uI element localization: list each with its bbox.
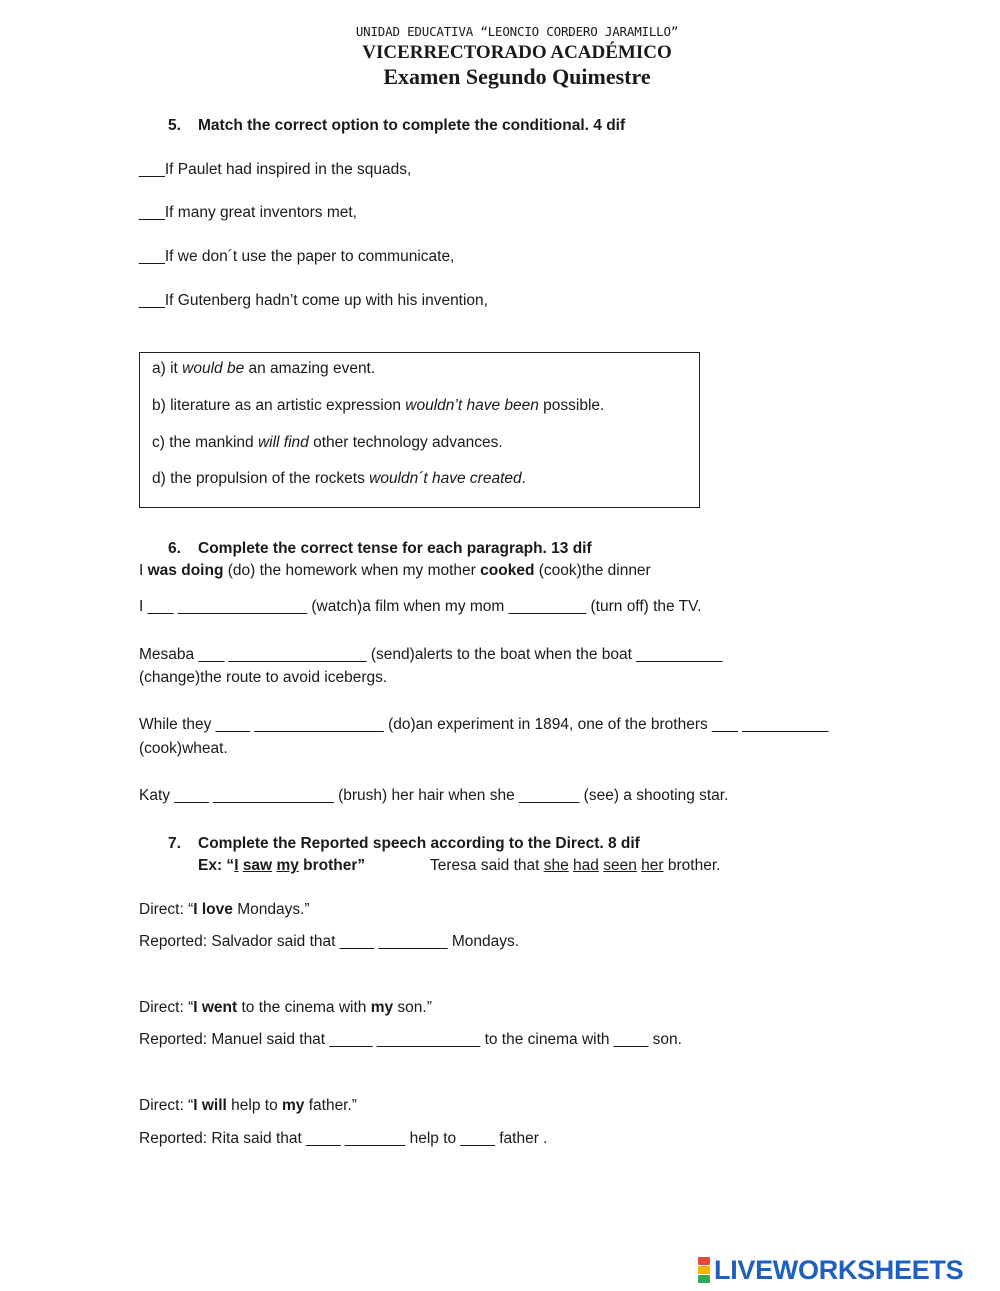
logo-block-yellow xyxy=(698,1266,710,1274)
q6-line-1[interactable]: I ___ _______________ (watch)a film when my mom _________ (turn off) the TV. xyxy=(139,598,702,615)
school-name: UNIDAD EDUCATIVA “LEONCIO CORDERO JARAMILLO” xyxy=(355,24,679,39)
q5-item-text: If Gutenberg hadn’t come up with his invention, xyxy=(164,292,488,309)
q5-heading xyxy=(168,117,625,135)
q7-example-direct: Ex: “I saw my brother” xyxy=(198,857,366,874)
q5-item-blank[interactable]: ___ xyxy=(139,161,165,178)
liveworksheets-logo xyxy=(698,1256,963,1284)
q5-option-d: d) the propulsion of the rockets wouldn´t have created. xyxy=(152,470,526,487)
q5-item-blank[interactable]: ___ xyxy=(139,204,165,221)
q5-item-text: If Paulet had inspired in the squads, xyxy=(164,161,412,178)
q6-example: I was doing (do) the homework when my mother cooked (cook)the dinner xyxy=(139,562,651,579)
q5-item-1 xyxy=(139,161,411,179)
q7-reported-2[interactable]: Reported: Manuel said that _____ ____________ to the cinema with ____ son. xyxy=(139,1031,682,1048)
q5-item-text: If many great inventors met, xyxy=(164,204,357,221)
q7-direct-2: Direct: “I went to the cinema with my son.” xyxy=(139,999,432,1016)
department-name: VICERRECTORADO ACADÉMICO xyxy=(362,42,672,63)
q5-item-blank[interactable]: ___ xyxy=(139,292,165,309)
logo-block-green xyxy=(698,1275,710,1283)
q5-item-blank[interactable]: ___ xyxy=(139,248,165,265)
q6-heading xyxy=(168,540,592,558)
q6-title: Complete the correct tense for each paragraph. 13 dif xyxy=(198,540,592,557)
q6-number: 6. xyxy=(168,540,181,557)
q5-option-a: a) it would be an amazing event. xyxy=(152,360,376,377)
exam-title: Examen Segundo Quimestre xyxy=(383,64,651,89)
q7-heading xyxy=(168,835,640,853)
q5-title: Match the correct option to complete the conditional. 4 dif xyxy=(198,117,626,134)
q5-item-4 xyxy=(139,292,488,310)
q7-reported-3[interactable]: Reported: Rita said that ____ _______ help to ____ father . xyxy=(139,1130,548,1147)
q6-line-4[interactable]: Katy ____ ______________ (brush) her hair when she _______ (see) a shooting star. xyxy=(139,787,729,804)
q6-line-2[interactable]: Mesaba ___ ________________ (send)alerts to the boat when the boat __________ xyxy=(139,646,723,663)
logo-text: LIVEWORKSHEETS xyxy=(714,1254,964,1285)
q5-options-box xyxy=(139,352,700,508)
q7-title: Complete the Reported speech according to the Direct. 8 dif xyxy=(198,835,640,852)
q7-example-reported: Teresa said that she had seen her brother. xyxy=(430,857,721,874)
q6-line-2-cont: (change)the route to avoid icebergs. xyxy=(139,669,388,686)
logo-block-red xyxy=(698,1257,710,1265)
q5-option-c: c) the mankind will find other technology advances. xyxy=(152,434,503,451)
q5-item-text: If we don´t use the paper to communicate, xyxy=(164,248,455,265)
q5-option-b: b) literature as an artistic expression wouldn’t have been possible. xyxy=(152,397,605,414)
logo-blocks-icon xyxy=(698,1257,710,1283)
q7-direct-3: Direct: “I will help to my father.” xyxy=(139,1097,357,1114)
q5-item-2 xyxy=(139,204,357,222)
q6-line-3-cont: (cook)wheat. xyxy=(139,740,228,757)
q6-line-3[interactable]: While they ____ _______________ (do)an experiment in 1894, one of the brothers ___ __________ xyxy=(139,716,829,733)
q7-number: 7. xyxy=(168,835,181,852)
q5-item-3 xyxy=(139,248,454,266)
q7-reported-1[interactable]: Reported: Salvador said that ____ ________ Mondays. xyxy=(139,933,520,950)
q7-direct-1: Direct: “I love Mondays.” xyxy=(139,901,310,918)
q5-number: 5. xyxy=(168,117,181,134)
